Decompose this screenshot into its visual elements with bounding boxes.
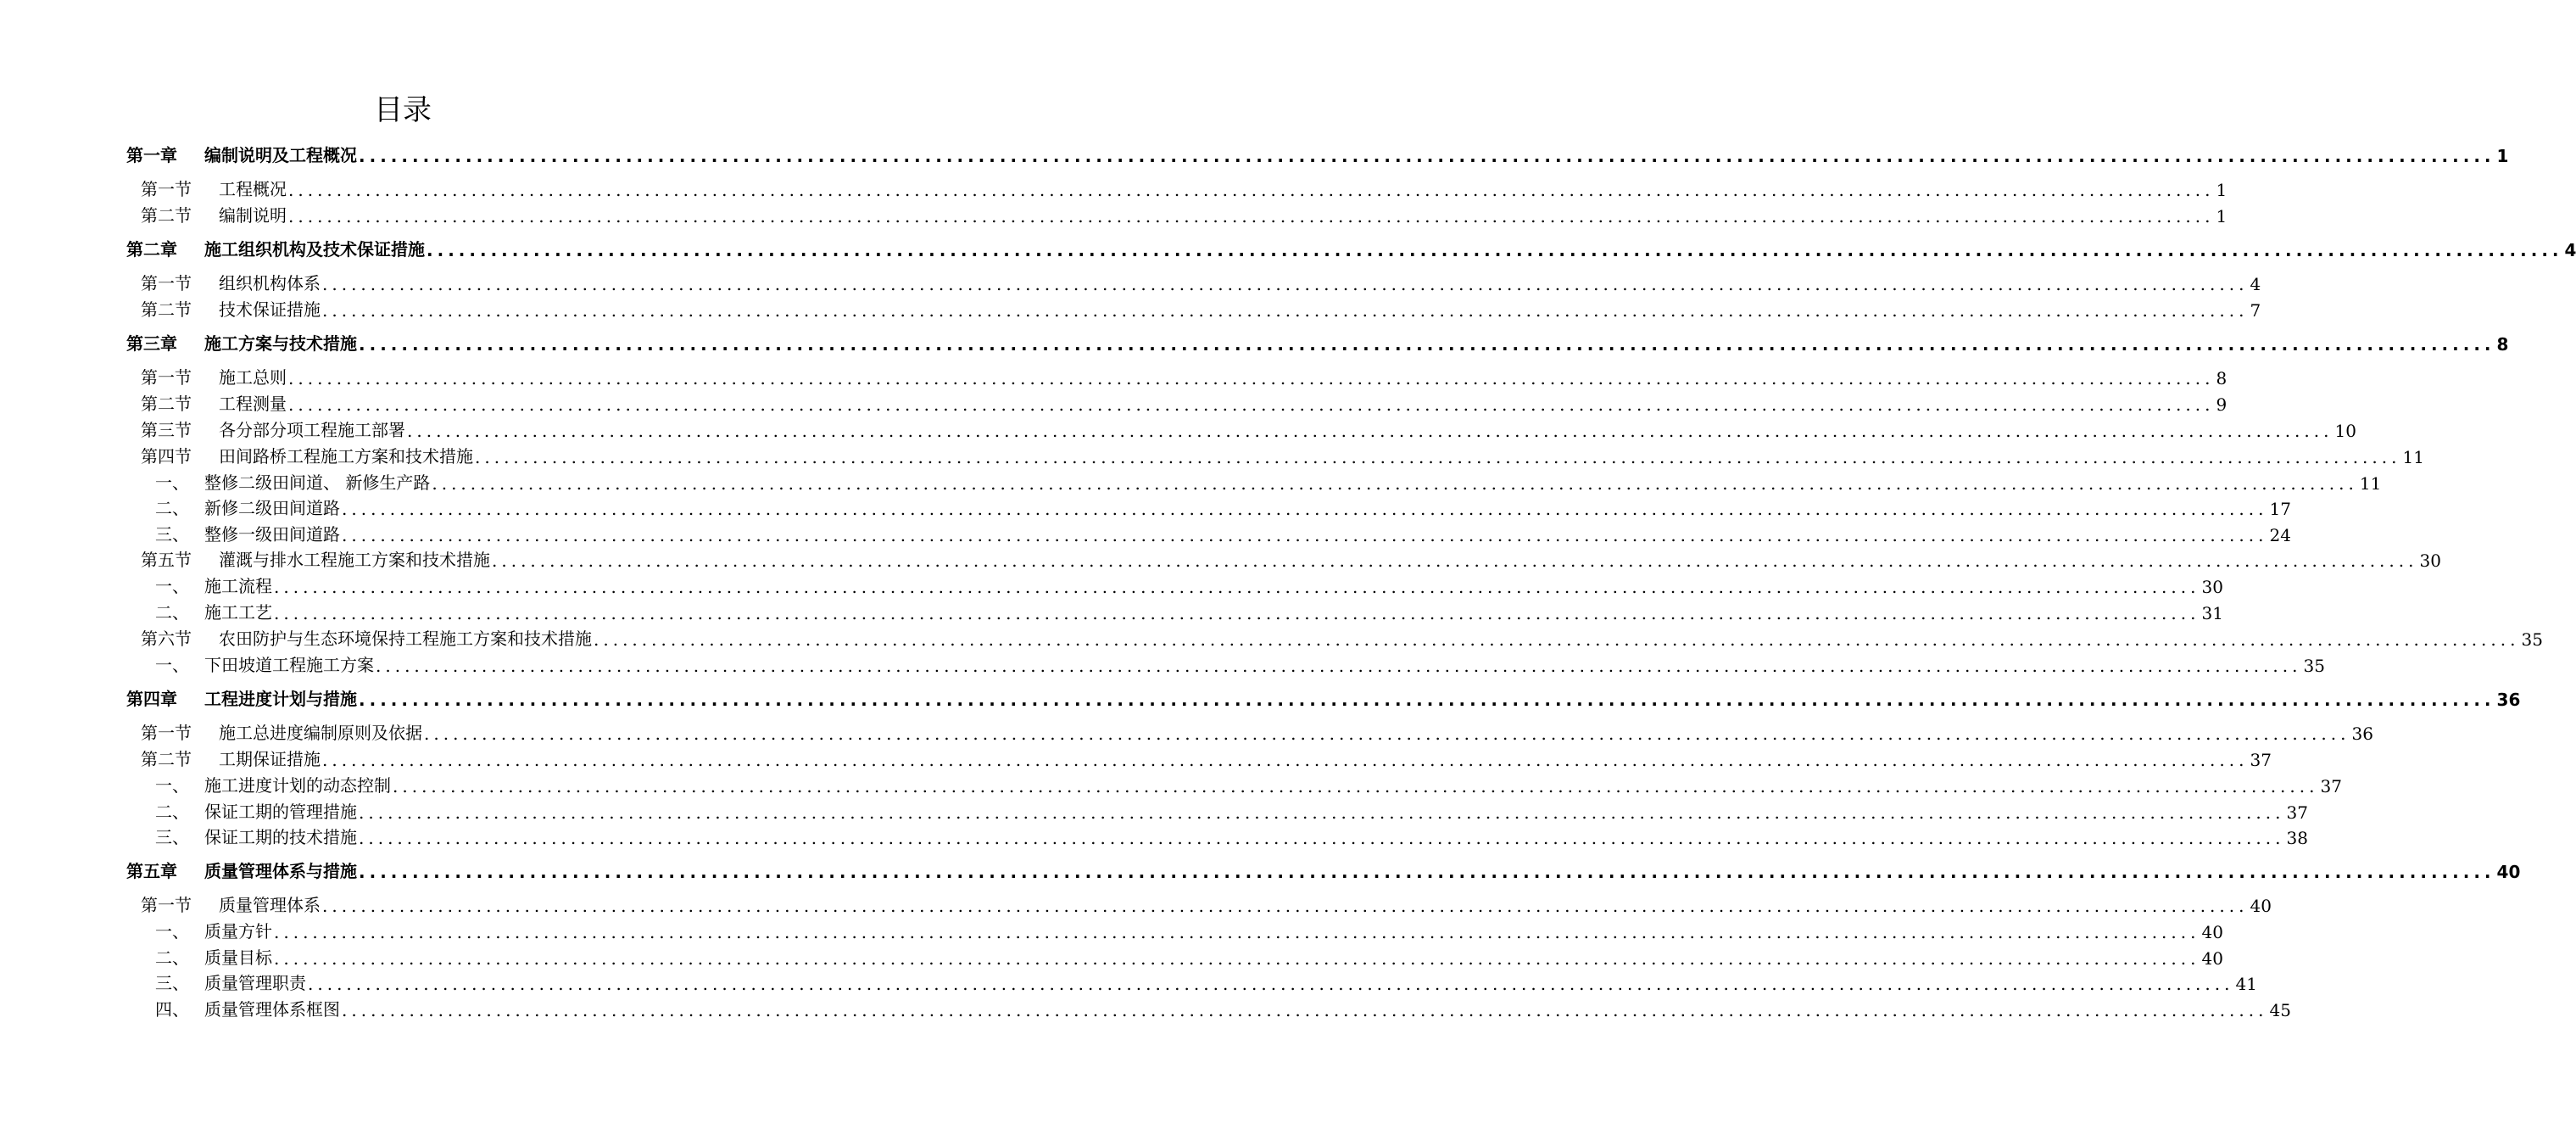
toc-page-number: 37 — [2286, 802, 2308, 823]
toc-section-entry[interactable] — [141, 745, 2272, 770]
toc-entry-title: 施工组织机构及技术保证措施 — [204, 239, 425, 260]
toc-entry-title: 整修二级田间道、 新修生产路 — [204, 472, 431, 493]
toc-page-number: 4 — [2250, 274, 2261, 294]
toc-entry-number: 一、 — [155, 921, 189, 942]
toc-page-number: 41 — [2235, 974, 2257, 994]
toc-leader-dots: ........................................................................................................................................................................................................ — [288, 394, 2215, 415]
toc-section-entry[interactable] — [141, 389, 2228, 415]
toc-page-number: 40 — [2201, 948, 2223, 969]
toc-entry-title: 质量管理体系与措施 — [204, 861, 357, 881]
toc-entry-number: 三、 — [155, 973, 189, 993]
toc-page-number: 24 — [2269, 525, 2291, 545]
toc-leader-dots: ........................................................................................................................................................................................................ — [359, 862, 2495, 882]
toc-page-number: 1 — [2216, 180, 2228, 200]
toc-entry-number: 第一节 — [141, 273, 192, 293]
toc-page-number: 9 — [2216, 394, 2228, 415]
toc-entry-number: 第三节 — [141, 420, 192, 440]
toc-leader-dots: ........................................................................................................................................................................................................ — [359, 828, 2285, 848]
toc-page-number: 17 — [2269, 499, 2291, 519]
toc-entry-number: 第一节 — [141, 367, 192, 388]
toc-page-number: 40 — [2496, 862, 2521, 882]
toc-section-entry[interactable] — [141, 295, 2261, 321]
toc-page-number: 37 — [2320, 776, 2342, 796]
toc-entry-number: 一、 — [155, 655, 189, 675]
toc-leader-dots: ........................................................................................................................................................................................................ — [492, 550, 2418, 571]
toc-page-number: 30 — [2419, 550, 2441, 571]
toc-item-entry[interactable] — [155, 943, 2223, 969]
toc-leader-dots: ........................................................................................................................................................................................................ — [288, 180, 2215, 200]
toc-entry-number: 二、 — [155, 947, 189, 968]
toc-item-entry[interactable] — [155, 520, 2291, 545]
toc-leader-dots: ........................................................................................................................................................................................................ — [288, 368, 2215, 388]
toc-page-number: 31 — [2201, 603, 2223, 623]
toc-entry-number: 三、 — [155, 827, 189, 847]
toc-entry-title: 田间路桥工程施工方案和技术措施 — [219, 446, 473, 467]
toc-page-number: 45 — [2269, 1000, 2291, 1020]
toc-item-entry[interactable] — [155, 917, 2223, 942]
toc-section-entry[interactable] — [141, 545, 2441, 571]
toc-leader-dots: ........................................................................................................................................................................................................ — [322, 896, 2249, 916]
toc-entry-title: 整修一级田间道路 — [204, 524, 340, 545]
toc-leader-dots: ........................................................................................................................................................................................................ — [274, 922, 2200, 942]
toc-section-entry[interactable] — [141, 891, 2272, 916]
toc-entry-title: 各分部分项工程施工部署 — [219, 420, 405, 440]
toc-leader-dots: ........................................................................................................................................................................................................ — [424, 724, 2350, 744]
toc-entry-number: 第二节 — [141, 394, 192, 414]
toc-leader-dots: ........................................................................................................................................................................................................ — [359, 690, 2495, 710]
toc-entry-number: 第一节 — [141, 179, 192, 199]
toc-entry-title: 保证工期的管理措施 — [204, 802, 357, 822]
toc-section-entry[interactable] — [141, 269, 2261, 294]
toc-page-number: 8 — [2216, 368, 2228, 388]
toc-item-entry[interactable] — [155, 651, 2325, 676]
toc-chapter-entry[interactable] — [126, 235, 2576, 260]
toc-entry-title: 质量管理职责 — [204, 973, 306, 993]
toc-entry-number: 一、 — [155, 775, 189, 796]
toc-chapter-entry[interactable] — [126, 685, 2521, 710]
toc-entry-number: 第一节 — [141, 723, 192, 743]
toc-item-entry[interactable] — [155, 494, 2291, 519]
toc-page-number: 1 — [2216, 206, 2228, 226]
toc-entry-number: 二、 — [155, 802, 189, 822]
toc-leader-dots: ........................................................................................................................................................................................................ — [342, 525, 2268, 545]
toc-entry-title: 编制说明及工程概况 — [204, 145, 357, 165]
toc-leader-dots: ........................................................................................................................................................................................................ — [393, 776, 2319, 796]
toc-entry-number: 二、 — [155, 602, 189, 623]
toc-chapter-entry[interactable] — [126, 141, 2509, 166]
toc-page-number: 11 — [2359, 473, 2382, 494]
toc-entry-title: 施工总则 — [219, 367, 287, 388]
toc-entry-number: 第二节 — [141, 299, 192, 320]
toc-entry-title: 施工工艺 — [204, 602, 272, 623]
toc-section-entry[interactable] — [141, 416, 2356, 441]
toc-entry-title: 农田防护与生态环境保持工程施工方案和技术措施 — [219, 629, 592, 649]
toc-page-number: 40 — [2201, 922, 2223, 942]
toc-page-number: 1 — [2496, 146, 2509, 166]
toc-entry-title: 施工进度计划的动态控制 — [204, 775, 391, 796]
toc-leader-dots: ........................................................................................................................................................................................................ — [322, 300, 2249, 321]
toc-section-entry[interactable] — [141, 201, 2228, 226]
toc-entry-title: 新修二级田间道路 — [204, 498, 340, 518]
toc-entry-number: 第一节 — [141, 895, 192, 915]
toc-entry-number: 第二节 — [141, 749, 192, 769]
toc-entry-number: 第五章 — [126, 861, 177, 881]
toc-section-entry[interactable] — [141, 718, 2373, 744]
toc-entry-title: 技术保证措施 — [219, 299, 321, 320]
toc-leader-dots: ........................................................................................................................................................................................................ — [407, 421, 2333, 441]
toc-item-entry[interactable] — [155, 468, 2382, 494]
toc-item-entry[interactable] — [155, 771, 2342, 796]
toc-entry-title: 工程进度计划与措施 — [204, 689, 357, 709]
toc-entry-number: 第四节 — [141, 446, 192, 467]
toc-page-number: 35 — [2303, 656, 2325, 676]
toc-page-number: 36 — [2351, 724, 2373, 744]
toc-page-number: 35 — [2521, 629, 2543, 650]
toc-entry-number: 第六节 — [141, 629, 192, 649]
toc-entry-title: 质量目标 — [204, 947, 272, 968]
toc-leader-dots: ........................................................................................................................................................................................................ — [288, 206, 2215, 226]
toc-entry-number: 第二节 — [141, 205, 192, 226]
toc-entry-title: 工程概况 — [219, 179, 287, 199]
toc-leader-dots: ........................................................................................................................................................................................................ — [359, 334, 2495, 355]
toc-item-entry[interactable] — [155, 969, 2257, 994]
toc-leader-dots: ........................................................................................................................................................................................................ — [594, 629, 2520, 650]
toc-leader-dots: ........................................................................................................................................................................................................ — [322, 750, 2249, 770]
toc-entry-number: 第一章 — [126, 145, 177, 165]
toc-leader-dots: ........................................................................................................................................................................................................ — [274, 577, 2200, 597]
toc-leader-dots: ........................................................................................................................................................................................................ — [274, 948, 2200, 969]
toc-page-number: 38 — [2286, 828, 2308, 848]
toc-entry-title: 工程测量 — [219, 394, 287, 414]
toc-page-number: 40 — [2250, 896, 2272, 916]
toc-page-number: 11 — [2402, 447, 2424, 467]
toc-section-entry[interactable] — [141, 175, 2228, 200]
toc-page-number: 37 — [2250, 750, 2272, 770]
toc-page-number: 7 — [2250, 300, 2261, 321]
toc-entry-title: 组织机构体系 — [219, 273, 321, 293]
toc-leader-dots: ........................................................................................................................................................................................................ — [342, 1000, 2268, 1020]
toc-item-entry[interactable] — [155, 995, 2291, 1020]
toc-item-entry[interactable] — [155, 823, 2308, 848]
toc-chapter-entry[interactable] — [126, 857, 2521, 882]
toc-leader-dots: ........................................................................................................................................................................................................ — [475, 447, 2401, 467]
toc-entry-number: 第四章 — [126, 689, 177, 709]
toc-leader-dots: ........................................................................................................................................................................................................ — [274, 603, 2200, 623]
toc-entry-title: 工期保证措施 — [219, 749, 321, 769]
page-title: 目录 — [374, 93, 432, 127]
toc-leader-dots: ........................................................................................................................................................................................................ — [432, 473, 2358, 494]
toc-entry-title: 保证工期的技术措施 — [204, 827, 357, 847]
toc-entry-title: 下田坡道工程施工方案 — [204, 655, 374, 675]
toc-entry-number: 一、 — [155, 472, 189, 493]
toc-item-entry[interactable] — [155, 797, 2308, 823]
toc-entry-title: 施工流程 — [204, 576, 272, 596]
toc-entry-number: 第二章 — [126, 239, 177, 260]
toc-entry-number: 第五节 — [141, 550, 192, 570]
toc-entry-title: 灌溉与排水工程施工方案和技术措施 — [219, 550, 490, 570]
toc-entry-number: 第三章 — [126, 333, 177, 354]
toc-section-entry[interactable] — [141, 624, 2543, 650]
toc-entry-number: 三、 — [155, 524, 189, 545]
toc-leader-dots: ........................................................................................................................................................................................................ — [308, 974, 2234, 994]
toc-section-entry[interactable] — [141, 442, 2424, 467]
toc-item-entry[interactable] — [155, 572, 2223, 597]
toc-entry-title: 编制说明 — [219, 205, 287, 226]
toc-entry-number: 二、 — [155, 498, 189, 518]
toc-entry-title: 质量管理体系 — [219, 895, 321, 915]
toc-page-number: 36 — [2496, 690, 2521, 710]
toc-leader-dots: ........................................................................................................................................................................................................ — [342, 499, 2268, 519]
toc-entry-title: 施工方案与技术措施 — [204, 333, 357, 354]
toc-entry-number: 一、 — [155, 576, 189, 596]
toc-page-number: 30 — [2201, 577, 2223, 597]
toc-entry-title: 质量管理体系框图 — [204, 999, 340, 1020]
toc-entry-title: 施工总进度编制原则及依据 — [219, 723, 422, 743]
toc-leader-dots: ........................................................................................................................................................................................................ — [359, 802, 2285, 823]
toc-page-number: 4 — [2564, 240, 2576, 260]
toc-page-number: 8 — [2496, 334, 2509, 355]
toc-page-number: 10 — [2334, 421, 2356, 441]
toc-section-entry[interactable] — [141, 363, 2228, 388]
toc-entry-number: 四、 — [155, 999, 189, 1020]
toc-leader-dots: ........................................................................................................................................................................................................ — [322, 274, 2249, 294]
toc-leader-dots: ........................................................................................................................................................................................................ — [427, 240, 2563, 260]
toc-chapter-entry[interactable] — [126, 329, 2509, 355]
toc-item-entry[interactable] — [155, 598, 2223, 623]
toc-leader-dots: ........................................................................................................................................................................................................ — [359, 146, 2495, 166]
toc-leader-dots: ........................................................................................................................................................................................................ — [376, 656, 2302, 676]
toc-entry-title: 质量方针 — [204, 921, 272, 942]
